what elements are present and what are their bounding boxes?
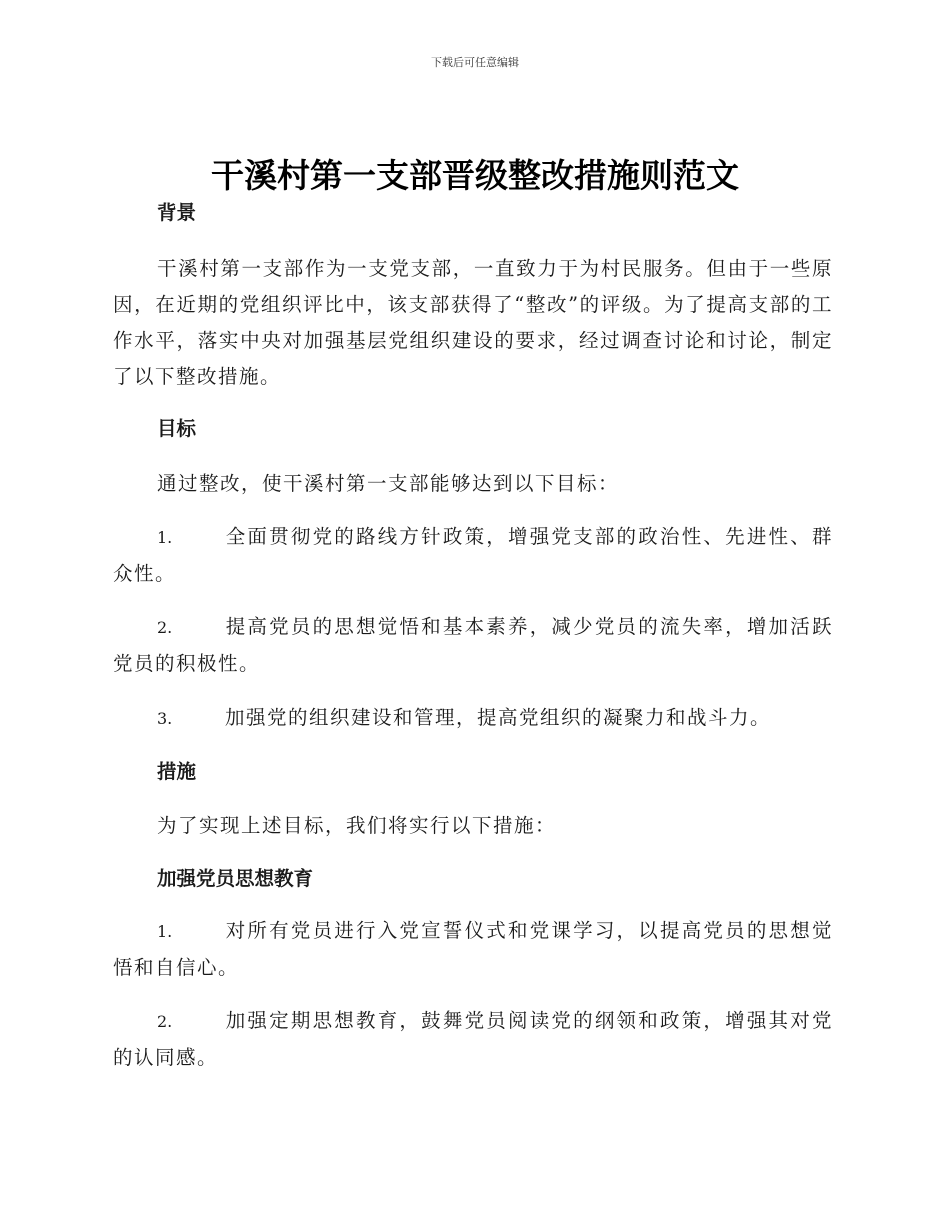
heading-measures: 措施 — [157, 760, 197, 783]
goal-item-2-text: 提高党员的思想觉悟和基本素养，减少党员的流失率，增加活跃党员的积极性。 — [113, 615, 833, 675]
document-title: 干溪村第一支部晋级整改措施则范文 — [211, 156, 739, 195]
goals-intro: 通过整改，使干溪村第一支部能够达到以下目标： — [157, 472, 620, 495]
measures-intro: 为了实现上述目标，我们将实行以下措施： — [157, 814, 557, 837]
goal-item-1-number: 1. — [157, 528, 173, 547]
measure-item-1-number: 1. — [157, 922, 173, 941]
goal-item-2 — [113, 609, 833, 682]
measure-item-1-text: 对所有党员进行入党宣誓仪式和党课学习，以提高党员的思想觉悟和自信心。 — [113, 919, 833, 979]
goal-item-3-text: 加强党的组织建设和管理，提高党组织的凝聚力和战斗力。 — [225, 706, 772, 729]
heading-background: 背景 — [157, 201, 197, 224]
page-header-note: 下载后可任意编辑 — [431, 56, 519, 69]
goal-item-3-number: 3. — [157, 709, 173, 728]
heading-goals: 目标 — [157, 417, 197, 440]
subheading-education: 加强党员思想教育 — [157, 867, 314, 890]
goal-item-3 — [113, 700, 833, 737]
measure-item-1 — [113, 913, 833, 986]
goal-item-1-text: 全面贯彻党的路线方针政策，增强党支部的政治性、先进性、群众性。 — [113, 525, 833, 585]
measure-item-2 — [113, 1003, 833, 1076]
goal-item-1 — [113, 519, 833, 592]
background-paragraph: 干溪村第一支部作为一支党支部，一直致力于为村民服务。但由于一些原因，在近期的党组织评比中，该支部获得了“整改”的评级。为了提高支部的工作水平，落实中央对加强基层党组织建设的要求，经过调查讨论和讨论，制定了以下整改措施。 — [113, 257, 833, 388]
measure-item-2-text: 加强定期思想教育，鼓舞党员阅读党的纲领和政策，增强其对党的认同感。 — [113, 1009, 833, 1069]
goal-item-2-number: 2. — [157, 618, 173, 637]
measure-item-2-number: 2. — [157, 1012, 173, 1031]
